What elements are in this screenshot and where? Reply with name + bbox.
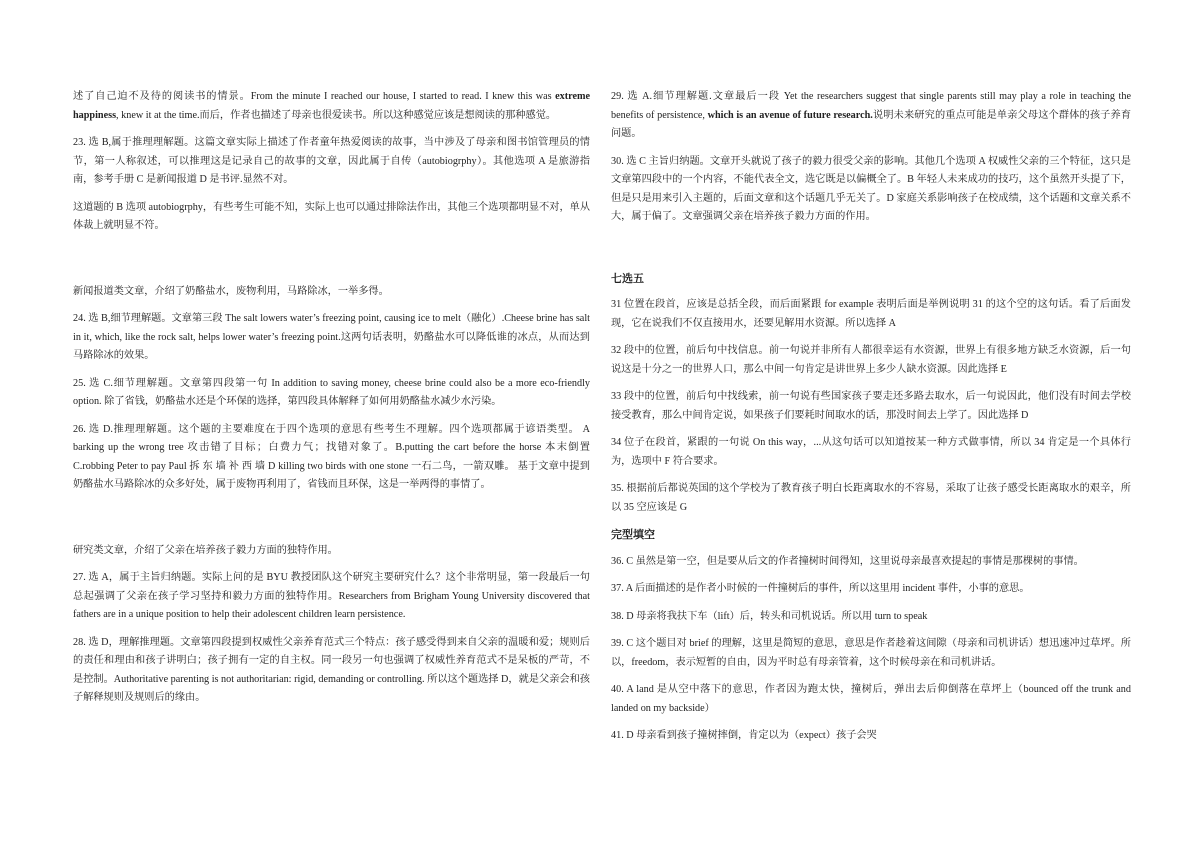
answer-24: 24. 选 B,细节理解题。文章第三段 The salt lowers water’s freezing point, causing ice to melt（融化）.Cheese brine has salt in it, which, like the rock salt, helps lower water’s freezing point.这两句话表明，奶酪盐水可以降低谁的冰点，从而达到马路除冰的效果。 [73, 313, 590, 361]
right-column [611, 88, 1131, 755]
section-heading-cloze: 完型填空 [611, 529, 655, 541]
answer-34: 34 位子在段首，紧跟的一句说 On this way，...从这句话可以知道按某一种方式做事情，所以 34 肯定是一个具体行为，选项中 F 符合要求。 [611, 437, 1131, 467]
answer-23: 23. 选 B,属于推理理解题。这篇文章实际上描述了作者童年热爱阅读的故事，当中涉及了母亲和图书馆管理员的情节，第一人称叙述，可以推理这是记录自己的故事的文章，因此属于自传（autobiogrphy）。其他选项 A 是旅游指南，参考手册 C 是新闻报道 D 是书评.显然不对。 [73, 137, 590, 185]
answer-36: 36. C 虽然是第一空，但是要从后文的作者撞树时间得知，这里说母亲最喜欢提起的事情是那棵树的事情。 [611, 555, 1084, 567]
left-column [73, 88, 590, 717]
answer-30: 30. 选 C 主旨归纳题。文章开头就说了孩子的毅力很受父亲的影响。其他几个选项 A 权威性父亲的三个特征，这只是文章第四段中的一个内容，不能代表全文，选它既是以偏概全了。B 年轻人未来成功的技巧，这个虽然开头提了下，但是只是用来引入主题的，后面文章和这个话题几乎无关了。D 家庭关系影响孩子在校成绩，这个话题和文章关系不大，属于偏了。文章强调父亲在培养孩子毅力方面的作用。 [611, 155, 1131, 222]
answer-28: 28. 选 D，理解推理题。文章第四段提到权威性父亲养育范式三个特点：孩子感受得到来自父亲的温暖和爱；规则后的责任和理由和孩子讲明白；孩子拥有一定的自主权。同一段另一句也强调了权威性养育范式不是呆板的严苛，不是控制。Authoritative parenting is not authoritarian: rigid, demanding or controlling. 所以这个题选择 D，就是父亲会和孩子解释规则及规则后的缘由。 [73, 636, 590, 703]
answer-26: 26. 选 D.推理理解题。这个题的主要难度在于四个选项的意思有些考生不理解。四个选项都属于谚语类型。 A barking up the wrong tree 攻击错了目标；白费力气；找错对象了。B.putting the cart before the horse 本末倒置 C.robbing Peter to pay Paul 拆 东 墙 补 西 墙 D killing two birds with one stone 一石二鸟，一箭双雕。 基于文章中提到奶酪盐水马路除冰的众多好处，属于废物再利用了，省钱而且环保，这是一举两得的事情了。 [73, 423, 590, 490]
answer-40: 40. A land 是从空中落下的意思，作者因为跑太快，撞树后，弹出去后仰倒落在草坪上（bounced off the trunk and landed on my backside） [611, 684, 1131, 714]
passage-summary-cheese-brine: 新闻报道类文章，介绍了奶酪盐水，废物利用，马路除冰，一举多得。 [73, 285, 389, 297]
answer-35: 35. 根据前后都说英国的这个学校为了教育孩子明白长距离取水的不容易，采取了让孩子感受长距离取水的艰辛，所以 35 空应该是 G [611, 483, 1131, 513]
answer-31: 31 位置在段首，应该是总括全段，而后面紧跟 for example 表明后面是举例说明 31 的这个空的这句话。看了后面发现，它在说我们不仅直接用水，还要见解用水资源。所以选择 A [611, 299, 1131, 329]
answer-29: 29. 选 A.细节理解题.文章最后一段 Yet the researchers suggest that single parents still may play a role in teaching the benefits of persistence, which is an avenue of future research.说明未来研究的重点可能是单亲父母这个群体的孩子养育问题。 [611, 91, 1132, 139]
section-heading-seven-choose-five: 七选五 [611, 272, 644, 285]
answer-33: 33 段中的位置，前后句中找线索，前一句说有些国家孩子要走还多路去取水，后一句说因此，他们没有时间去学校接受教育，那么中间肯定说，如果孩子们要耗时间取水的话，那没时间去上学了。因此选择 D [611, 391, 1131, 421]
paragraph-reading-feeling: 述了自己迫不及待的阅读书的情景。From the minute I reached our house, I started to read. I knew this was extreme happiness, knew it at the time.而后，作者也描述了母亲也很爱读书。所以这种感觉应该是想阅读的那种感觉。 [73, 91, 590, 121]
answer-25: 25. 选 C.细节理解题。文章第四段第一句 In addition to saving money, cheese brine could also be a more eco-friendly option. 除了省钱，奶酪盐水还是个环保的选择，第四段具体解释了如何用奶酪盐水减少水污染。 [73, 377, 590, 407]
passage-summary-fathers: 研究类文章，介绍了父亲在培养孩子毅力方面的独特作用。 [73, 544, 338, 556]
answer-39: 39. C 这个题目对 brief 的理解，这里是简短的意思，意思是作者趁着这间隙（母亲和司机讲话）想迅速冲过草坪。所以，freedom，表示短暂的自由，因为平时总有母亲管着，这个时候母亲在和司机讲话。 [611, 638, 1131, 668]
spacer [73, 245, 590, 283]
answer-38: 38. D 母亲将我扶下车（lift）后，转头和司机说话。所以用 turn to speak [611, 610, 928, 622]
note-autobiography: 这道题的 B 选项 autobiogrphy，有些考生可能不知，实际上也可以通过排除法作出，其他三个选项都明显不对，单从体裁上就明显不符。 [73, 201, 591, 231]
spacer [73, 504, 590, 542]
answer-32: 32 段中的位置，前后句中找信息。前一句说并非所有人都很幸运有水资源，世界上有很多地方缺乏水资源，后一句说这是十分之一的世界人口，那么中间一句肯定是讲世界上多少人缺水资源。因此选择 E [611, 345, 1131, 375]
answer-27: 27. 选 A，属于主旨归纳题。实际上问的是 BYU 教授团队这个研究主要研究什么？这个非常明显，第一段最后一句总起强调了父亲在孩子学习坚持和毅力方面的独特作用。Researchers from Brigham Young University discovered that fathers are in a unique position to help their adolescent children learn persistence. [73, 572, 590, 620]
answer-41: 41. D 母亲看到孩子撞树摔倒，肯定以为（expect）孩子会哭 [611, 730, 877, 741]
answer-37: 37. A 后面描述的是作者小时候的一件撞树后的事件，所以这里用 incident 事件，小事的意思。 [611, 583, 1030, 594]
spacer [611, 236, 1131, 270]
